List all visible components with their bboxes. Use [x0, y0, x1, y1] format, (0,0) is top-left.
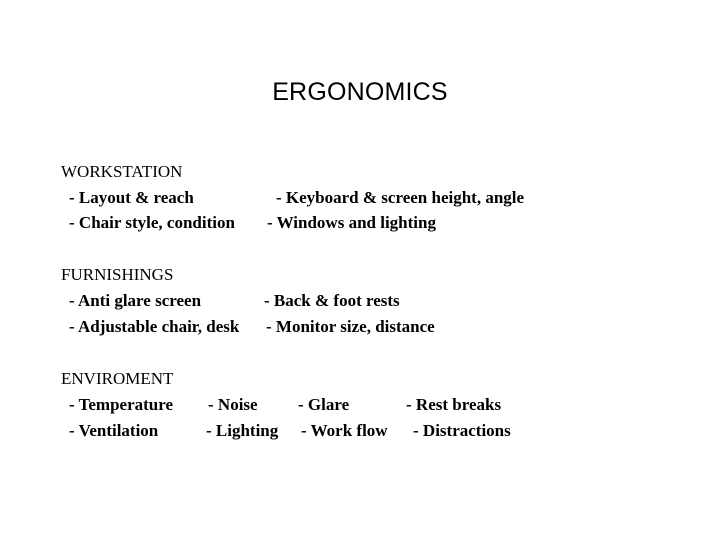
item-windows-lighting: - Windows and lighting	[267, 213, 436, 232]
item-adjustable-chair: - Adjustable chair, desk	[69, 317, 240, 336]
section-heading-furnishings: FURNISHINGS	[61, 265, 174, 284]
item-layout-reach: - Layout & reach	[69, 188, 194, 207]
section-heading-workstation: WORKSTATION	[61, 162, 183, 181]
item-work-flow: - Work flow	[301, 421, 388, 440]
slide-title: ERGONOMICS	[272, 78, 448, 106]
item-lighting: - Lighting	[206, 421, 279, 440]
item-keyboard-screen: - Keyboard & screen height, angle	[276, 188, 525, 207]
section-heading-enviroment: ENVIROMENT	[61, 369, 174, 388]
item-ventilation: - Ventilation	[69, 421, 159, 440]
item-noise: - Noise	[208, 395, 258, 414]
item-monitor-size: - Monitor size, distance	[266, 317, 435, 336]
item-distractions: - Distractions	[413, 421, 511, 440]
item-rest-breaks: - Rest breaks	[406, 395, 502, 414]
item-temperature: - Temperature	[69, 395, 174, 414]
item-chair-style: - Chair style, condition	[69, 213, 235, 232]
item-glare: - Glare	[298, 395, 350, 414]
item-back-foot-rests: - Back & foot rests	[264, 291, 400, 310]
item-anti-glare: - Anti glare screen	[69, 291, 202, 310]
